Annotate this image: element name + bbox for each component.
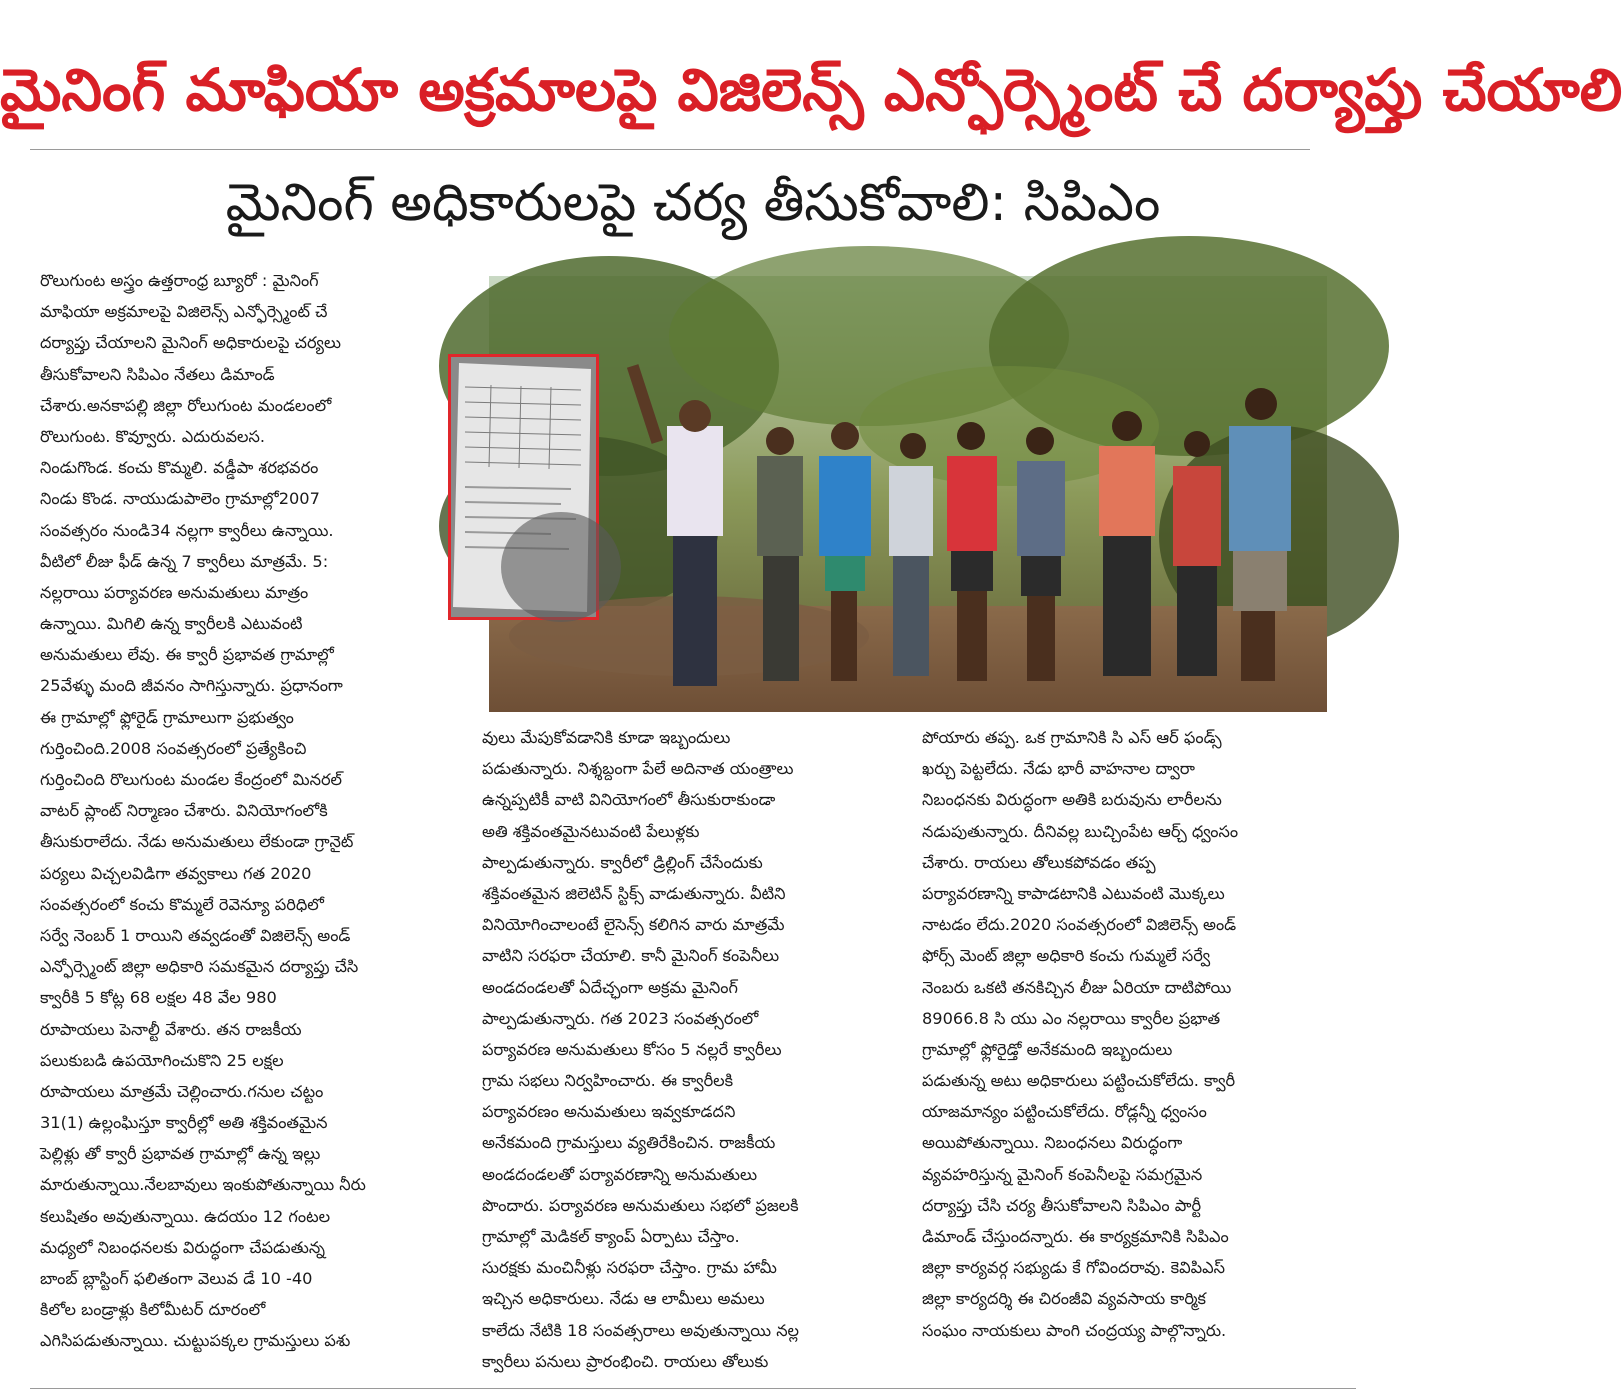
article-line: డిమాండ్ చేస్తుందన్నారు. ఈ కార్యక్రమానికి సిపిఎం <box>922 1227 1229 1246</box>
article-line: మారుతున్నాయి.నేలబావులు ఇంకుపోతున్నాయి నీరు <box>40 1175 366 1195</box>
article-line: పడుతున్న అటు అధికారులు పట్టించుకోలేదు. క్వారీ <box>922 1071 1236 1091</box>
article-line: పోయారు తప్ప. ఒక గ్రామానికి సి ఎస్ ఆర్ ఫండ్స్ <box>922 728 1222 747</box>
article-line: ఎగిసిపడుతున్నాయి. చుట్టుపక్కల గ్రామస్తులు పశు <box>40 1331 351 1351</box>
article-line: రొలుగుంట. కొవ్వూరు. ఎదురువలస. <box>40 426 265 446</box>
article-line: ఖర్చు పెట్టలేదు. నేడు భారీ వాహనాల ద్వారా <box>922 759 1195 779</box>
article-line: శక్తివంతమైన జిలెటిన్ స్టిక్స్ వాడుతున్నారు. వీటిని <box>482 883 786 903</box>
article-line: అయిపోతున్నాయి. నిబంధనలు విరుద్ధంగా <box>922 1133 1183 1153</box>
article-line: పర్యావరణ అనుమతులు కోసం 5 నల్లరే క్వారీలు <box>482 1039 782 1059</box>
article-line: చేశారు. రాయలు తోలుకపోవడం తప్ప <box>922 852 1156 872</box>
article-line: దర్యాప్తు చేసి చర్య తీసుకోవాలని సిపిఎం పార్టీ <box>922 1195 1202 1215</box>
article-line: నిండుగొండ. కంచు కొమ్మలి. వడ్డీపా శరభవరం <box>40 458 319 478</box>
article-line: ఫోర్స్ మెంట్ జిల్లా అధికారి కంచు గుమ్మలే సర్వే <box>922 946 1211 966</box>
article-line: అతి శక్తివంతమైనటువంటి పేలుళ్లకు <box>482 821 700 841</box>
article-line: పాల్పడుతున్నారు. క్వారీలో డ్రిల్లింగ్ చేసేందుకు <box>482 852 763 872</box>
article-line: వులు మేపుకోవడానికి కూడా ఇబ్బందులు <box>482 728 731 747</box>
article-line: తీసుకురాలేదు. నేడు అనుమతులు లేకుండా గ్రానైట్ <box>40 832 354 852</box>
article-line: రొలుగుంట అస్త్రం ఉత్తరాంధ్ర బ్యూరో : మైనింగ్ <box>40 271 319 290</box>
article-line: సురక్షకు మంచినీళ్లు సరఫరా చేస్తాం. గ్రామ హామీ <box>482 1258 777 1278</box>
article-line: సంఘం నాయకులు పాంగి చంద్రయ్య పాల్గొన్నారు. <box>922 1320 1227 1340</box>
article-line: సంవత్సరంలో కంచు కొమ్మలే రెవెన్యూ పరిధిలో <box>40 894 324 914</box>
article-line: పడుతున్నారు. నిశ్శబ్దంగా పేలే అదినాత యంత్రాలు <box>482 759 794 779</box>
article-line: పొందారు. పర్యావరణ అనుమతులు సభలో ప్రజలకి <box>482 1195 799 1215</box>
article-line: వీటిలో లీజు ఫీడ్ ఉన్న 7 క్వారీలు మాత్రమే. 5: <box>40 551 329 571</box>
article-line: 89066.8 సి యు ఎం నల్లరాయి క్వారీల ప్రభాత <box>922 1008 1221 1028</box>
article-line: వినియోగించాలంటే లైసెన్స్ కలిగిన వారు మాత్రమే <box>482 915 785 935</box>
article-line: సంవత్సరం నుండి34 నల్లగా క్వారీలు ఉన్నాయి. <box>40 520 334 540</box>
article-column-1 <box>40 265 440 1357</box>
article-line: రూపాయలు పెనాల్టీ వేశారు. తన రాజకీయ <box>40 1019 302 1039</box>
article-line: ఉన్నాయి. మిగిలి ఉన్న క్వారీలకి ఎటువంటి <box>40 614 303 634</box>
article-line: వ్యవహరిస్తున్న మైనింగ్ కంపెనీలపై సమగ్రమైన <box>922 1164 1203 1184</box>
article-line: బాంబ్ బ్లాస్టింగ్ ఫలితంగా వెలువ డే 10 -40 <box>40 1269 313 1288</box>
article-line: ఈ గ్రామాల్లో ఫ్లోరైడ్ గ్రామాలుగా ప్రభుత్వం <box>40 707 294 727</box>
article-line: రూపాయలు మాత్రమే చెల్లించారు.గనుల చట్టం <box>40 1081 324 1101</box>
article-line: యాజమాన్యం పట్టించుకోలేదు. రోడ్లన్నీ ధ్వంసం <box>922 1102 1207 1122</box>
article-line: గ్రామాల్లో మెడికల్ క్యాంప్ ఏర్పాటు చేస్తాం. <box>482 1227 740 1246</box>
article-column-3 <box>922 722 1327 1346</box>
article-line: గ్రామాల్లో ఫ్లోరైడ్తో అనేకమంది ఇబ్బందులు <box>922 1039 1173 1059</box>
article-line: పర్యావరణాన్ని కాపాడటానికి ఎటువంటి మొక్కలు <box>922 883 1225 903</box>
article-line: జిల్లా కార్యవర్గ సభ్యుడు కే గోవిందరావు. కెవిపిఎస్ <box>922 1258 1225 1278</box>
footer-rule <box>30 1388 1356 1389</box>
article-line: కాలేదు నేటికి 18 సంవత్సరాలు అవుతున్నాయి నల్ల <box>482 1320 800 1340</box>
article-line: 31(1) ఉల్లంఘిస్తూ క్వారీల్లో అతి శక్తివంతమైన <box>40 1113 328 1133</box>
article-line: గ్రామ సభలు నిర్వహించారు. ఈ క్వారీలకి <box>482 1071 734 1091</box>
article-line: 25వేళ్ళు మంది జీవనం సాగిస్తున్నారు. ప్రధానంగా <box>40 676 343 696</box>
article-line: సర్వే నెంబర్ 1 రాయిని తవ్వడంతో విజిలెన్స్ అండ్ <box>40 925 351 945</box>
article-line: దర్యాప్తు చేయాలని మైనింగ్ అధికారులపై చర్యలు <box>40 333 342 353</box>
inset-document-illustration <box>451 357 596 617</box>
article-line: మాఫియా అక్రమాలపై విజిలెన్స్ ఎన్ఫోర్స్మెంట్ చే <box>40 302 328 322</box>
article-line: మధ్యలో నిబంధనలకు విరుద్ధంగా చేపడుతున్న <box>40 1237 325 1257</box>
article-line: జిల్లా కార్యదర్శి ఈ చిరంజీవి వ్యవసాయ కార్మిక <box>922 1289 1206 1309</box>
subheadline: మైనింగ్ అధికారులపై చర్య తీసుకోవాలి: సిపిఎం <box>225 173 1161 233</box>
article-line: పలుకుబడి ఉపయోగించుకొని 25 లక్షల <box>40 1050 284 1070</box>
article-line: పెల్లిళ్లు తో క్వారీ ప్రభావత గ్రామాల్లో ఉన్న ఇల్లు <box>40 1144 321 1164</box>
article-line: పాల్పడుతున్నారు. గత 2023 సంవత్సరంలో <box>482 1008 759 1028</box>
article-line: వాటిని సరఫరా చేయాలి. కానీ మైనింగ్ కంపెనీలు <box>482 946 780 966</box>
article-line: ఉన్నప్పటికీ వాటి వినియోగంలో తీసుకురాకుండా <box>482 790 776 810</box>
article-line: నడుపుతున్నారు. దీనివల్ల బుచ్చింపేట ఆర్చ్ ధ్వంసం <box>922 821 1239 841</box>
article-line: కలుషితం అవుతున్నాయి. ఉదయం 12 గంటల <box>40 1206 331 1226</box>
article-line: క్వారీకి 5 కోట్ల 68 లక్షల 48 వేల 980 <box>40 988 277 1008</box>
article-line: క్వారీలు పనులు ప్రారంభించి. రాయలు తోలుకు <box>482 1351 769 1371</box>
article-line: నల్లరాయి పర్యావరణ అనుమతులు మాత్రం <box>40 582 309 602</box>
news-photo <box>489 276 1327 712</box>
article-line: గుర్తించింది రొలుగుంట మండల కేంద్రంలో మినరల్ <box>40 770 343 789</box>
article-line: చేశారు.అనకాపల్లి జిల్లా రోలుగుంట మండలంలో <box>40 395 332 415</box>
article-line: పర్యలు విచ్చలవిడిగా తవ్వకాలు గత 2020 <box>40 863 312 883</box>
article-line: అండదండలతో పర్యావరణాన్ని అనుమతులు <box>482 1164 758 1184</box>
article-line: అనుమతులు లేవు. ఈ క్వారీ ప్రభావత గ్రామాల్లో <box>40 645 334 665</box>
article-line: ఎన్ఫోర్స్మెంట్ జిల్లా అధికారి సమకమైన దర్యాప్తు చేసి <box>40 957 359 977</box>
article-column-2 <box>482 722 887 1377</box>
headline-rule <box>30 149 1310 150</box>
article-line: అనేకమంది గ్రామస్తులు వ్యతిరేకించిన. రాజకీయ <box>482 1133 776 1153</box>
news-photo-illustration <box>489 276 1327 712</box>
article-line: వాటర్ ప్లాంట్ నిర్మాణం చేశారు. వినియోగంలోకి <box>40 801 328 821</box>
inset-document-photo <box>448 354 599 620</box>
article-line: తీసుకోవాలని సిపిఎం నేతలు డిమాండ్ <box>40 364 275 384</box>
article-line: కిలోల బండ్రాళ్లు కిలోమీటర్ దూరంలో <box>40 1300 266 1320</box>
headline: మైనింగ్ మాఫియా అక్రమాలపై విజిలెన్స్ ఎన్ఫోర్స్మెంట్ చే దర్యాప్తు చేయాలి <box>0 56 1622 124</box>
article-line: నెంబరు ఒకటి తనకిచ్చిన లీజు ఏరియా దాటిపోయి <box>922 977 1232 997</box>
article-line: నిబంధనకు విరుద్ధంగా అతికి బరువును లారీలను <box>922 790 1222 810</box>
article-line: గుర్తించింది.2008 సంవత్సరంలో ప్రత్యేకించి <box>40 738 307 758</box>
article-line: అండదండలతో ఏదేచ్ఛంగా అక్రమ మైనింగ్ <box>482 977 738 997</box>
article-line: ఇచ్చిన అధికారులు. నేడు ఆ లామీలు అమలు <box>482 1289 765 1309</box>
article-line: నిండు కొండ. నాయుడుపాలెం గ్రామాల్లో2007 <box>40 489 320 509</box>
article-line: పర్యావరణం అనుమతులు ఇవ్వకూడదని <box>482 1102 736 1122</box>
article-line: నాటడం లేదు.2020 సంవత్సరంలో విజిలెన్స్ అండ్ <box>922 915 1237 935</box>
